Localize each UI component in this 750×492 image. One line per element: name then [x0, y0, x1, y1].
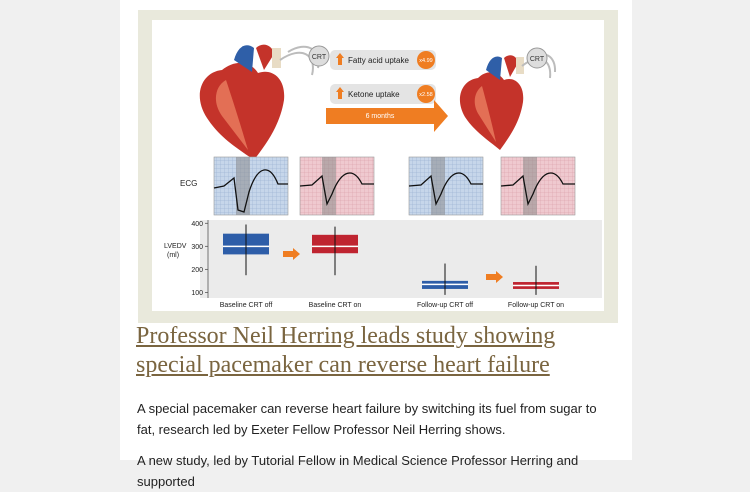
crt-figure-graphic — [152, 20, 604, 311]
heart-illustration-baseline — [200, 45, 329, 160]
y-tick-label: 400 — [191, 220, 203, 228]
ecg-strip-baseline-on — [300, 157, 374, 215]
ecg-strip-followup-on — [501, 157, 575, 215]
ketone-uptake-value: x2.58 — [419, 92, 433, 98]
category-label: Baseline CRT off — [219, 302, 273, 309]
fatty-acid-uptake-label: Fatty acid uptake — [348, 56, 409, 65]
figure-panel — [152, 20, 604, 311]
y-tick-label: 300 — [191, 243, 203, 251]
lvedv-label: LVEDV — [164, 243, 187, 250]
ecg-strip-followup-off — [409, 157, 483, 215]
article-paragraph-2: A new study, led by Tutorial Fellow in Medical Science Professor Herring and supported — [137, 453, 579, 489]
y-tick-label: 200 — [191, 266, 203, 274]
ecg-strip-baseline-off — [214, 157, 288, 215]
article-headline — [136, 322, 606, 380]
six-months-label: 6 months — [365, 113, 395, 120]
article-figure — [138, 10, 618, 323]
article-page — [120, 0, 632, 489]
ketone-uptake-box — [330, 84, 436, 104]
heart-illustration-followup — [460, 48, 555, 150]
category-label: Baseline CRT on — [308, 302, 362, 309]
category-label: Follow-up CRT off — [416, 302, 474, 309]
fatty-acid-uptake-value: x4.99 — [419, 58, 433, 64]
ecg-strips — [214, 157, 575, 215]
article-paragraph-1: A special pacemaker can reverse heart failure by switching its fuel from sugar to fat, research led by Exeter Fellow Professor Neil Herring shows. — [137, 401, 597, 437]
ketone-uptake-label: Ketone uptake — [348, 90, 400, 99]
article-headline-link[interactable]: Professor Neil Herring leads study showing special pacemaker can reverse heart failure — [136, 323, 556, 378]
ecg-label: ECG — [180, 179, 198, 188]
fatty-acid-uptake-box — [330, 50, 436, 70]
lvedv-unit: (ml) — [167, 252, 180, 259]
y-tick-label: 100 — [191, 289, 203, 297]
category-label: Follow-up CRT on — [507, 302, 565, 309]
crt-badge-left: CRT — [311, 54, 327, 61]
crt-badge-right: CRT — [529, 56, 545, 63]
